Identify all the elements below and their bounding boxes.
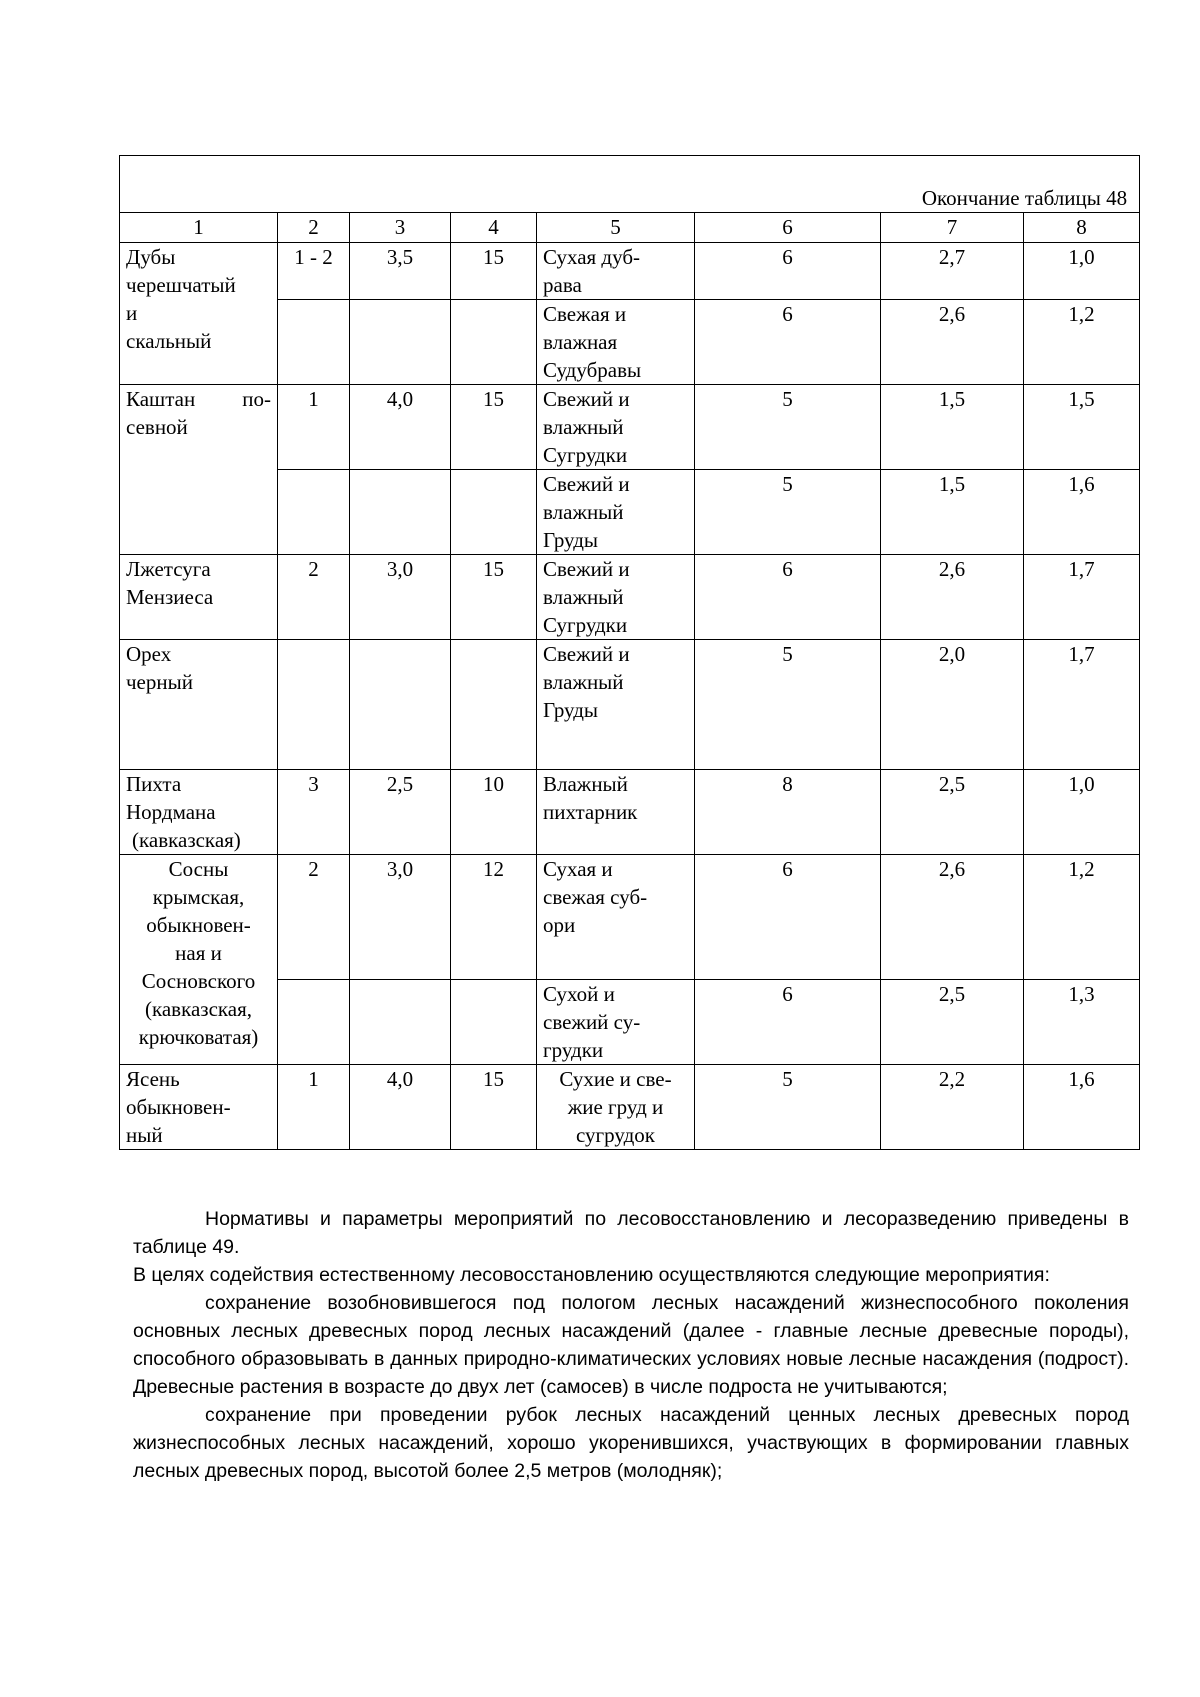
body-text: [133, 1205, 1129, 1485]
caption-row: [120, 156, 1140, 213]
table-row: [120, 640, 1140, 770]
header-cell: 1: [120, 213, 278, 243]
forest-type-cell: [537, 640, 695, 770]
value-cell: 6: [695, 855, 881, 980]
species-line: обыкновен-: [146, 913, 251, 937]
value-cell: 5: [695, 1065, 881, 1150]
species-line: Сосновского: [141, 969, 256, 993]
species-line: ная и: [175, 941, 222, 965]
forestry-table: [119, 155, 1140, 1150]
value-cell: 1: [278, 1065, 350, 1150]
value-cell: 3,5: [350, 243, 451, 300]
value-cell: 1,5: [1024, 385, 1140, 470]
value-cell: 6: [695, 300, 881, 385]
table-caption: Окончание таблицы 48: [120, 156, 1140, 213]
species-line: Сосны: [168, 857, 229, 881]
header-cell: 6: [695, 213, 881, 243]
forest-type-line: Сухая дуб-: [543, 245, 641, 269]
paragraph: В целях содействия естественному лесовосстановлению осуществляются следующие мероприятия:: [133, 1264, 1050, 1286]
value-cell: 2: [278, 555, 350, 640]
species-line: (кавказская): [132, 828, 241, 852]
forest-type-line: сугрудок: [576, 1123, 655, 1147]
header-cell: 3: [350, 213, 451, 243]
value-cell: 1,0: [1024, 770, 1140, 855]
value-cell: 1,7: [1024, 640, 1140, 770]
species-line: Орех: [126, 642, 172, 666]
value-cell: 1,0: [1024, 243, 1140, 300]
species-cell: [120, 555, 278, 640]
species-line: и: [126, 301, 138, 325]
table-row: [120, 243, 1140, 300]
value-cell: [278, 640, 350, 770]
forest-type-line: влажный: [543, 415, 624, 439]
value-cell: 2,5: [881, 770, 1024, 855]
forest-type-line: Сугрудки: [543, 613, 628, 637]
forest-type-cell: [537, 300, 695, 385]
forest-type-cell: [537, 385, 695, 470]
table-row: [120, 385, 1140, 470]
species-line: ный: [126, 1123, 163, 1147]
forest-type-cell: [537, 555, 695, 640]
species-line: Пихта: [126, 772, 182, 796]
value-cell: 2,5: [881, 980, 1024, 1065]
table-body: [120, 156, 1140, 1150]
value-cell: 3,0: [350, 555, 451, 640]
forest-type-line: Сухой и: [543, 982, 615, 1006]
species-line: Ясень: [126, 1067, 180, 1091]
value-cell: 4,0: [350, 1065, 451, 1150]
table-row: [120, 555, 1140, 640]
value-cell: 6: [695, 980, 881, 1065]
value-cell: [350, 640, 451, 770]
value-cell: 2,6: [881, 300, 1024, 385]
value-cell: 2,6: [881, 855, 1024, 980]
value-cell: 15: [451, 555, 537, 640]
species-cell: [120, 1065, 278, 1150]
forest-type-cell: [537, 1065, 695, 1150]
value-cell: 6: [695, 555, 881, 640]
forest-type-line: Груды: [543, 528, 599, 552]
value-cell: 8: [695, 770, 881, 855]
forest-type-line: влажный: [543, 670, 624, 694]
value-cell: [350, 470, 451, 555]
forest-type-line: влажный: [543, 500, 624, 524]
value-cell: 2,7: [881, 243, 1024, 300]
species-line: (кавказская,: [144, 997, 253, 1021]
forest-type-cell: [537, 980, 695, 1065]
value-cell: 1,2: [1024, 300, 1140, 385]
forest-type-line: Влажный: [543, 772, 628, 796]
forest-type-line: Сухие и све-: [559, 1067, 672, 1091]
value-cell: 1,5: [881, 385, 1024, 470]
value-cell: 1,6: [1024, 1065, 1140, 1150]
forest-type-line: пихтарник: [543, 800, 638, 824]
forest-type-line: грудки: [543, 1038, 604, 1062]
species-line: черный: [126, 670, 193, 694]
forest-type-cell: [537, 855, 695, 980]
species-cell: [120, 243, 278, 385]
header-cell: 4: [451, 213, 537, 243]
species-line: Мензиеса: [126, 585, 214, 609]
value-cell: [451, 300, 537, 385]
forest-type-cell: [537, 243, 695, 300]
species-line: черешчатый: [126, 273, 236, 297]
table-row: [120, 1065, 1140, 1150]
forest-type-line: влажный: [543, 585, 624, 609]
value-cell: 2,0: [881, 640, 1024, 770]
value-cell: 15: [451, 385, 537, 470]
header-cell: 8: [1024, 213, 1140, 243]
species-line: Каштан по-: [126, 387, 271, 411]
forest-type-line: свежий су-: [543, 1010, 641, 1034]
paragraph: сохранение возобновившегося под пологом лесных насаждений жизнеспособного поколения основных лесных древесных пород лесных насаждений (далее - главные лесные древесные породы), способного образовывать в данных природно-климатических условиях новые лесные насаждения (подрост). Древесные растения в возрасте до двух лет (самосев) в числе подроста не учитываются;: [133, 1292, 1129, 1398]
table-row: [120, 770, 1140, 855]
species-cell: [120, 640, 278, 770]
forest-type-line: Свежий и: [543, 472, 630, 496]
value-cell: 15: [451, 1065, 537, 1150]
value-cell: 2,2: [881, 1065, 1024, 1150]
species-line: скальный: [126, 329, 212, 353]
value-cell: 2,6: [881, 555, 1024, 640]
header-row: [120, 213, 1140, 243]
value-cell: [278, 980, 350, 1065]
species-line: крючковатая): [138, 1025, 259, 1049]
species-line: обыкновен-: [126, 1095, 231, 1119]
header-cell: 2: [278, 213, 350, 243]
forest-type-line: Сугрудки: [543, 443, 628, 467]
value-cell: [350, 980, 451, 1065]
value-cell: 15: [451, 243, 537, 300]
value-cell: [451, 980, 537, 1065]
species-cell: [120, 855, 278, 1065]
value-cell: 1: [278, 385, 350, 470]
forest-type-line: Груды: [543, 698, 599, 722]
forest-type-cell: [537, 470, 695, 555]
value-cell: 5: [695, 640, 881, 770]
value-cell: [451, 470, 537, 555]
species-line: Лжетсуга: [126, 557, 211, 581]
forest-type-line: Свежий и: [543, 642, 630, 666]
value-cell: [350, 300, 451, 385]
species-cell: [120, 770, 278, 855]
paragraph: Нормативы и параметры мероприятий по лесовосстановлению и лесоразведению приведены в таблице 49.: [133, 1208, 1129, 1258]
value-cell: 1,7: [1024, 555, 1140, 640]
value-cell: 2,5: [350, 770, 451, 855]
paragraph: сохранение при проведении рубок лесных насаждений ценных лесных древесных пород жизнеспособных лесных насаждений, хорошо укоренившихся, участвующих в формировании главных лесных древесных пород, высотой более 2,5 метров (молодняк);: [133, 1404, 1129, 1482]
forest-type-line: жие груд и: [567, 1095, 664, 1119]
forest-type-line: Сухая и: [543, 857, 613, 881]
table-row: [120, 855, 1140, 980]
value-cell: [278, 470, 350, 555]
forest-type-line: Судубравы: [543, 358, 642, 382]
value-cell: 3: [278, 770, 350, 855]
value-cell: [451, 640, 537, 770]
value-cell: 12: [451, 855, 537, 980]
value-cell: [278, 300, 350, 385]
forest-type-line: Свежий и: [543, 557, 630, 581]
value-cell: 1 - 2: [278, 243, 350, 300]
value-cell: 3,0: [350, 855, 451, 980]
forest-type-line: свежая суб-: [543, 885, 648, 909]
forest-type-line: рава: [543, 273, 582, 297]
forest-type-line: влажная: [543, 330, 618, 354]
value-cell: 4,0: [350, 385, 451, 470]
header-cell: 7: [881, 213, 1024, 243]
value-cell: 10: [451, 770, 537, 855]
species-line: Дубы: [126, 245, 176, 269]
forest-type-line: Свежая и: [543, 302, 627, 326]
value-cell: 5: [695, 470, 881, 555]
value-cell: 1,6: [1024, 470, 1140, 555]
header-cell: 5: [537, 213, 695, 243]
species-line: крымская,: [152, 885, 245, 909]
forest-type-line: Свежий и: [543, 387, 630, 411]
species-line: Нордмана: [126, 800, 216, 824]
value-cell: 1,5: [881, 470, 1024, 555]
value-cell: 2: [278, 855, 350, 980]
forest-type-cell: [537, 770, 695, 855]
value-cell: 1,3: [1024, 980, 1140, 1065]
species-line: севной: [126, 415, 188, 439]
value-cell: 1,2: [1024, 855, 1140, 980]
species-cell: [120, 385, 278, 555]
forest-type-line: ори: [543, 913, 576, 937]
value-cell: 5: [695, 385, 881, 470]
value-cell: 6: [695, 243, 881, 300]
